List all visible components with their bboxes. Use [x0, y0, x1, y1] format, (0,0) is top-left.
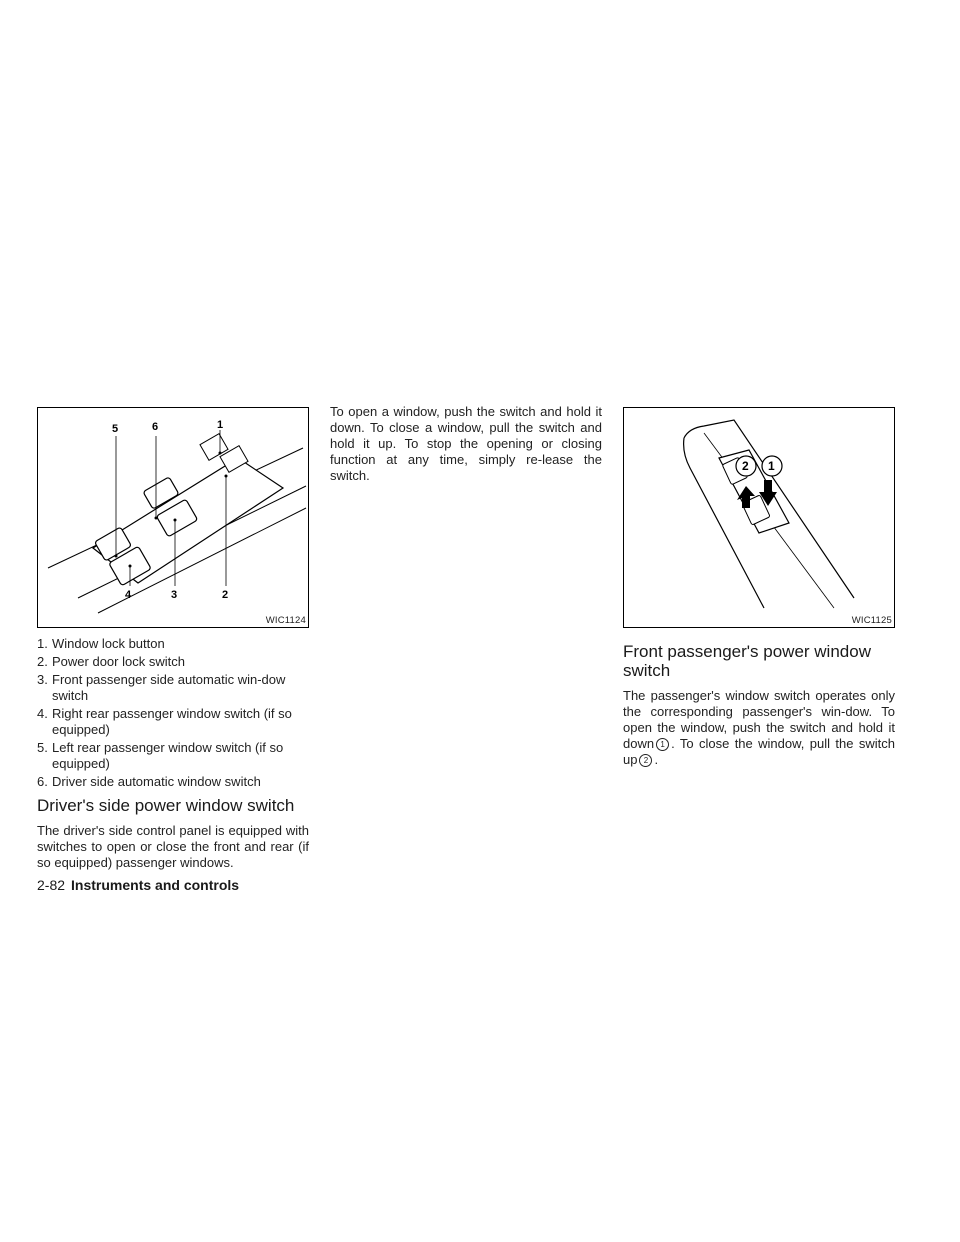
legend-item: 5. Left rear passenger window switch (if so equipped)	[37, 740, 284, 771]
step-marker-2: 2	[639, 754, 652, 767]
figure-code: WIC1125	[851, 615, 892, 626]
section-heading-passenger: Front passenger's power window switch	[623, 642, 871, 680]
figure-code: WIC1124	[265, 615, 306, 626]
figure-passenger-switch	[623, 407, 895, 628]
section-heading-drivers: Driver's side power window switch	[37, 796, 295, 815]
figure-driver-switch-panel	[37, 407, 309, 628]
callout-4: 4	[125, 589, 132, 601]
left-column	[37, 636, 309, 871]
callout-3: 3	[171, 589, 178, 601]
legend-item: 6. Driver side automatic window switch	[37, 774, 261, 789]
legend-item: 4. Right rear passenger window switch (if so equipped)	[37, 706, 292, 737]
callout-1: 1	[217, 419, 224, 431]
step-marker-1: 1	[656, 738, 669, 751]
callout-2: 2	[742, 459, 749, 473]
legend-item: 3. Front passenger side automatic win-dow switch	[37, 672, 286, 703]
right-column	[623, 636, 895, 768]
figure-legend	[37, 636, 309, 790]
callout-1: 1	[768, 459, 775, 473]
operation-paragraph: To open a window, push the switch and hold it down. To close a window, pull the switch and hold it up. To stop the opening or closing function at any time, simply re-lease the switch.	[330, 404, 602, 483]
page-number: 2-82	[37, 877, 66, 893]
drivers-section-body: The driver's side control panel is equipped with switches to open or close the front and rear (if so equipped) passenger windows.	[37, 823, 309, 870]
page-footer	[37, 877, 239, 893]
passenger-section-body: The passenger's window switch operates only the corresponding passenger's win-dow. To open the window, push the switch and hold it down 1 . To close the window, pull the switch up 2 .	[623, 688, 895, 767]
callout-5: 5	[112, 423, 119, 435]
passenger-switch-illustration	[624, 408, 894, 627]
driver-switch-panel-illustration	[38, 408, 308, 627]
legend-item: 2. Power door lock switch	[37, 654, 185, 669]
callout-2: 2	[222, 589, 229, 601]
middle-column	[330, 404, 602, 484]
legend-item: 1. Window lock button	[37, 636, 165, 651]
chapter-title: Instruments and controls	[71, 877, 240, 893]
callout-6: 6	[152, 421, 159, 433]
